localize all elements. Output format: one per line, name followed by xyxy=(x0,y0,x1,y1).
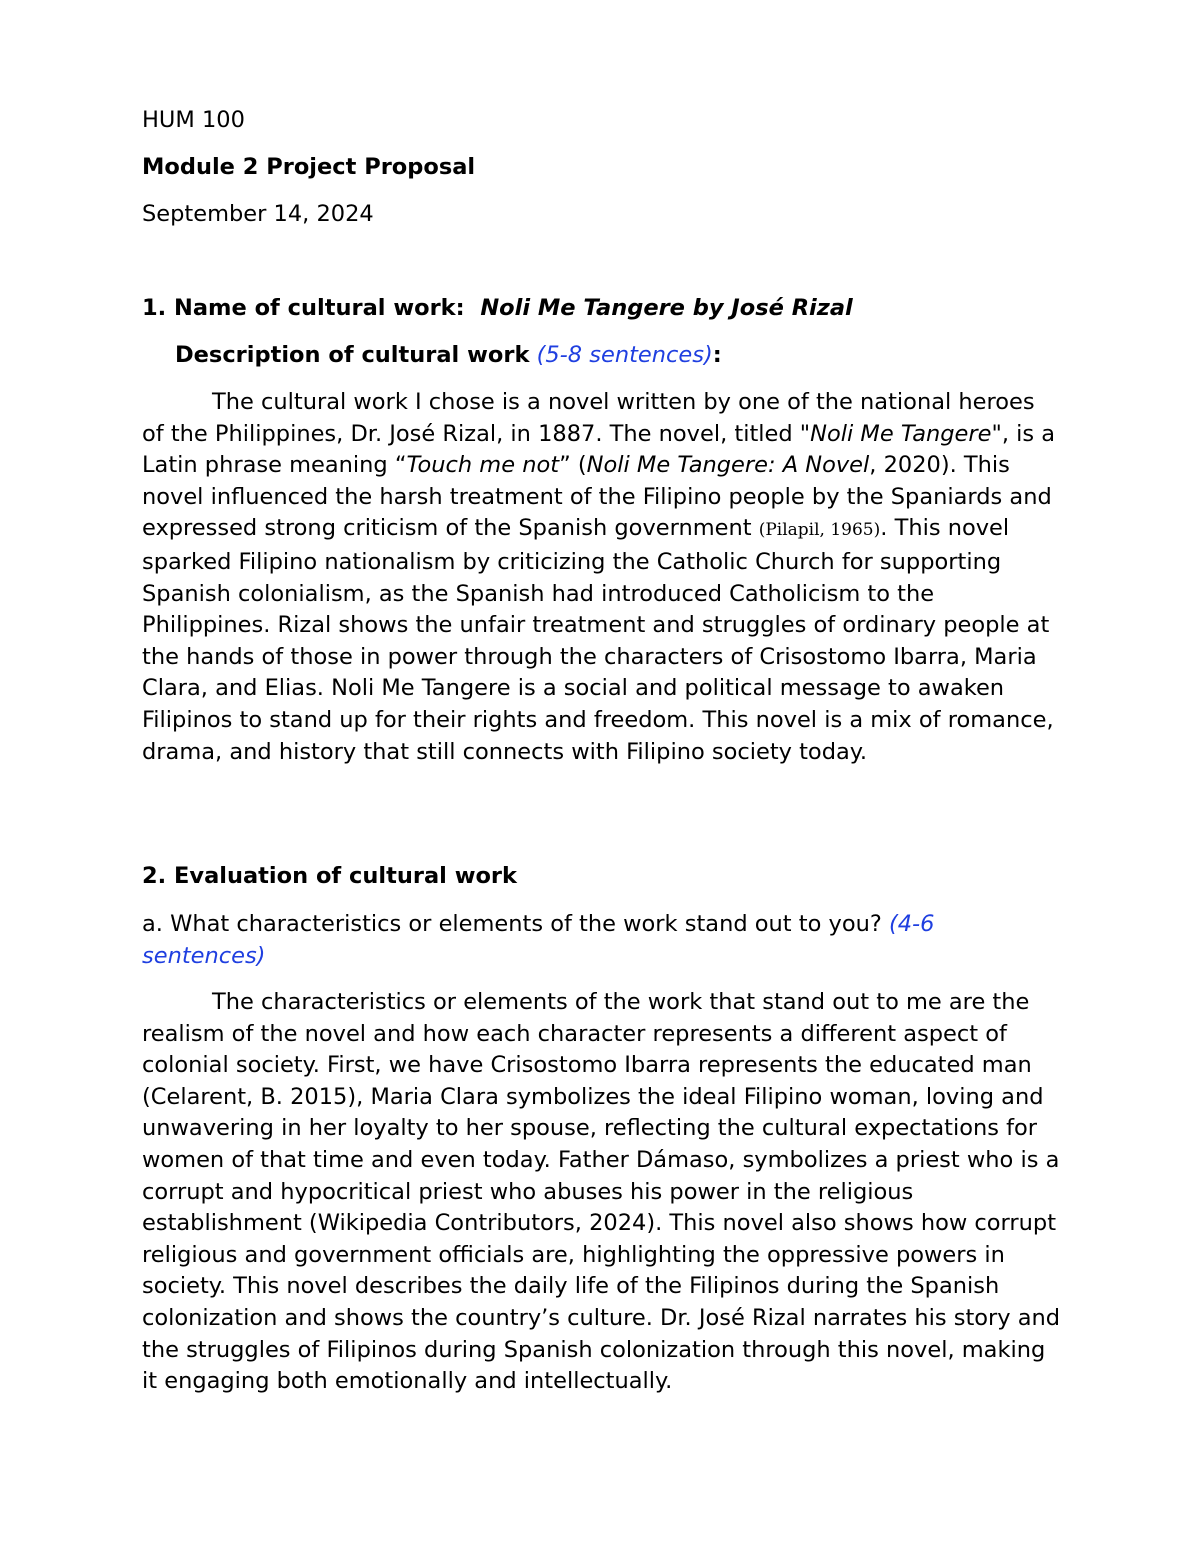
question-a-hint: (4-6 sentences) xyxy=(142,911,935,969)
description-paragraph xyxy=(142,387,1062,768)
desc-cite-pilapil: (Pilapil, 1965) xyxy=(758,520,881,541)
description-colon: : xyxy=(712,342,722,368)
answer-a-paragraph: The characteristics or elements of the work that stand out to me are the realism of the novel and how each character represents a different aspect of colonial society. First, we have Crisostomo Ibarra represents the educated man (Celarent, B. 2015), Maria Clara symbolizes the ideal Filipino woman, loving and unwavering in her loyalty to her spouse, reflecting the cultural expectations for women of that time and even today. Father Dámaso, symbolizes a priest who is a corrupt and hypocritical priest who abuses his power in the religious establishment (Wikipedia Contributors, 2024). This novel also shows how corrupt religious and government officials are, highlighting the oppressive powers in society. This novel describes the daily life of the Filipinos during the Spanish colonization and shows the country’s culture. Dr. José Rizal narrates his story and the struggles of Filipinos during Spanish colonization through this novel, making it engaging both emotionally and intellectually. xyxy=(142,989,1061,1395)
description-heading xyxy=(175,342,722,368)
section2-heading: 2. Evaluation of cultural work xyxy=(142,863,517,889)
desc-part-5: . This novel sparked Filipino nationalism by criticizing the Catholic Church for supporting Spanish colonialism, as the Spanish had introduced Catholicism to the Philippines. Rizal shows the unfair treatment and struggles of ordinary people at the hands of those in power through the characters of Crisostomo Ibarra, Maria Clara, and Elias. Noli Me Tangere is a social and political message to awaken Filipinos to stand up for their rights and freedom. This novel is a mix of romance, drama, and history that still connects with Filipino society today. xyxy=(142,515,1054,765)
desc-part-2: ", is a Latin phrase meaning “ xyxy=(142,420,1056,479)
desc-cite-italic: Noli Me Tangere: A Novel xyxy=(586,452,870,479)
desc-phrase-italic: Touch me not xyxy=(406,452,560,479)
section1-heading-label: 1. Name of cultural work: xyxy=(142,295,465,321)
desc-part-4: , 2020). This novel influenced the harsh treatment of the Filipino people by the Spaniards and expressed strong criticism of the Spanish government xyxy=(142,452,1052,542)
description-label: Description of cultural work xyxy=(175,342,530,368)
description-hint: (5-8 sentences) xyxy=(536,342,713,368)
question-a xyxy=(142,909,1062,972)
question-a-text: a. What characteristics or elements of the work stand out to you? xyxy=(142,911,882,937)
desc-part-1: The cultural work I chose is a novel written by one of the national heroes of the Philippines, Dr. José Rizal, in 1887. The novel, titled " xyxy=(142,389,1035,447)
section1-heading xyxy=(142,295,853,321)
course-code: HUM 100 xyxy=(142,107,245,133)
document-title: Module 2 Project Proposal xyxy=(142,154,476,180)
desc-title-italic: Noli Me Tangere xyxy=(810,420,992,447)
desc-part-3: ” ( xyxy=(559,452,587,479)
document-date: September 14, 2024 xyxy=(142,201,374,227)
cultural-work-name: Noli Me Tangere by José Rizal xyxy=(480,295,853,321)
